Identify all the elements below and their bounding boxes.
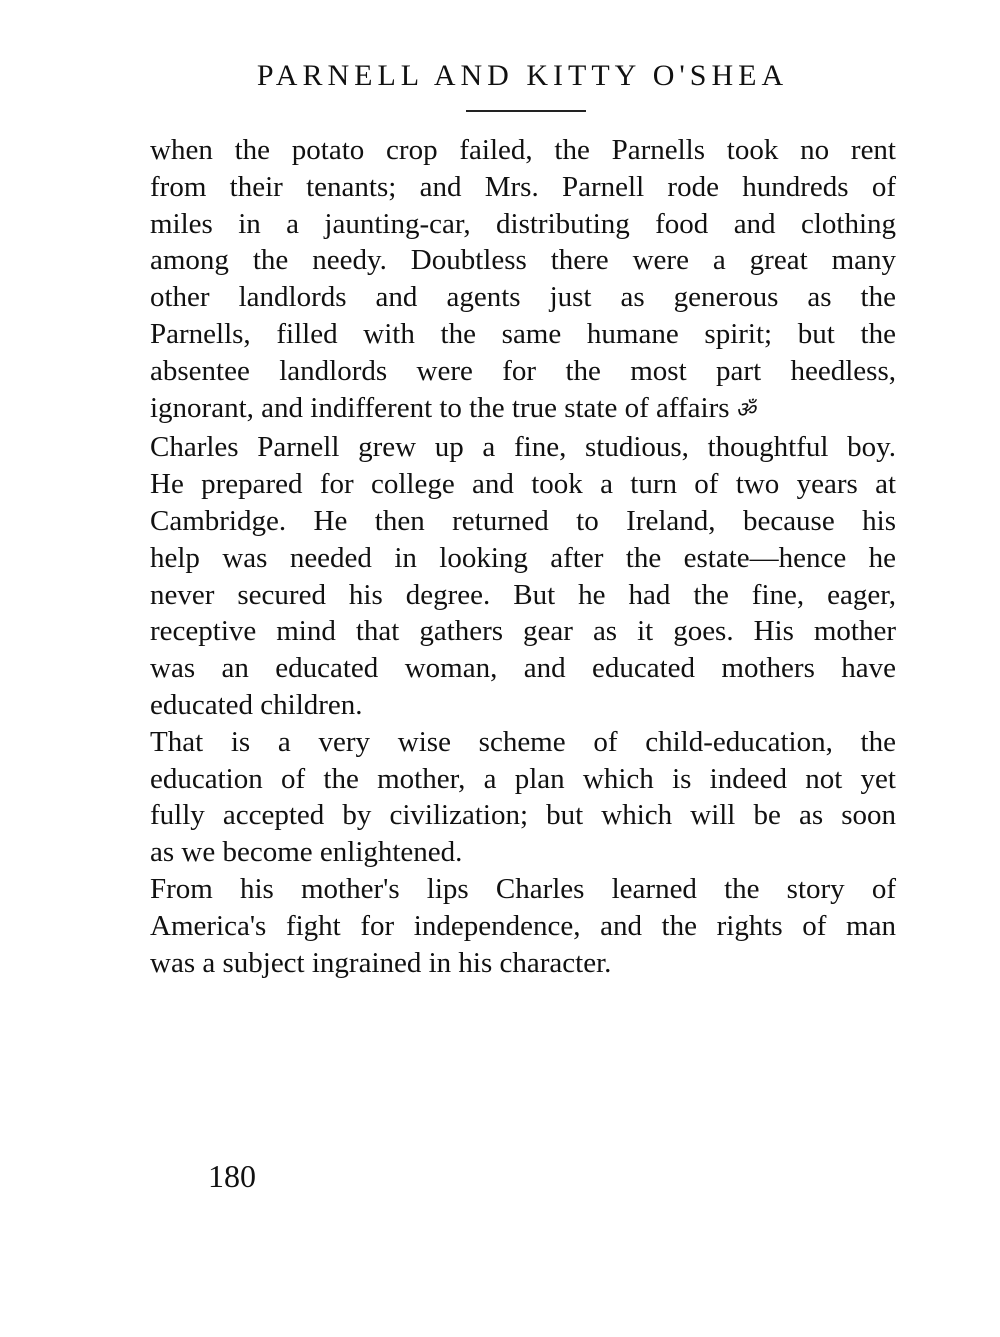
paragraph: [150, 724, 896, 871]
paragraph: [150, 132, 896, 429]
text-line: other landlords and agents just as generous as the: [150, 281, 896, 314]
head-rule-divider: [466, 110, 586, 112]
text-line: America's fight for independence, and the rights of man: [150, 909, 896, 942]
body-text: [150, 132, 896, 981]
text-line: He prepared for college and took a turn of two years at: [150, 468, 896, 501]
running-head: PARNELL AND KITTY O'SHEA: [256, 59, 789, 92]
text-line: was an educated woman, and educated mothers have: [150, 652, 896, 685]
text-line: miles in a jaunting-car, distributing food and clothing: [150, 207, 896, 240]
text-line: as we become enlightened.: [150, 836, 463, 869]
text-line: That is a very wise scheme of child-education, the: [150, 725, 896, 758]
text-line: when the potato crop failed, the Parnells took no rent: [150, 134, 896, 166]
text-line: absentee landlords were for the most part heedless,: [150, 354, 896, 387]
text-line: help was needed in looking after the estate—hence he: [150, 541, 896, 574]
text-line: fully accepted by civilization; but which will be as soon: [150, 799, 896, 832]
text-line: From his mother's lips Charles learned the story of: [150, 872, 896, 905]
paragraph: [150, 871, 896, 981]
text-line: among the needy. Doubtless there were a great many: [150, 244, 896, 277]
text-line: Parnells, filled with the same humane spirit; but the: [150, 317, 896, 350]
text-line: receptive mind that gathers gear as it goes. His mother: [150, 615, 896, 648]
text-line: was a subject ingrained in his character.: [150, 946, 612, 979]
text-line: Cambridge. He then returned to Ireland, because his: [150, 504, 896, 537]
text-line: educated children.: [150, 688, 363, 721]
paragraph: [150, 429, 896, 723]
text-line: from their tenants; and Mrs. Parnell rode hundreds of: [150, 170, 896, 203]
text-line: never secured his degree. But he had the fine, eager,: [150, 578, 896, 611]
page-number: 180: [208, 1158, 256, 1194]
text-line: education of the mother, a plan which is indeed not yet: [150, 762, 896, 795]
paragraph-ornament-icon: ॐ: [735, 397, 756, 423]
text-line: ignorant, and indifferent to the true state of affairs: [150, 391, 730, 424]
text-line: Charles Parnell grew up a fine, studious, thoughtful boy.: [150, 431, 896, 464]
text-line-with-ornament: [150, 390, 896, 430]
